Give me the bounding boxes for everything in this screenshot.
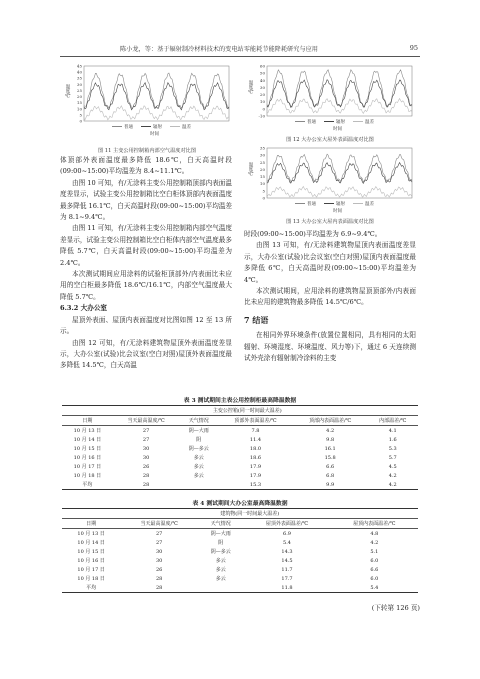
table-cell: 阴—多云 <box>188 446 209 452</box>
y-tick-label: 5 <box>262 188 265 194</box>
figure-13 <box>245 145 415 228</box>
paragraph: 由图 10 可知，有/无涂料主变公用控制箱顶部内表面温度差显示，试验主变公用控制箱比空白柜体顶部内表面温度最多降低 16.1℃，白天高温时段(09:00~15:00)平均温差为 8.1~9.4℃。 <box>60 178 232 222</box>
table-cell: 30 <box>156 557 163 564</box>
series-line <box>267 80 412 108</box>
table-3-caption: 表 3 测试期间主表公用控制柜最高降温数据 <box>183 398 297 404</box>
y-tick-label: 35 <box>259 145 265 151</box>
series-line <box>84 106 229 120</box>
table-cell: 阴—大雨 <box>188 428 209 434</box>
column-header: 日期 <box>62 416 113 426</box>
table-cell: 18.6 <box>249 454 262 461</box>
figure-11-xlabel: 时间 <box>150 132 159 137</box>
table-cell <box>179 480 218 490</box>
y-tick-label: 15 <box>76 100 82 106</box>
table-cell: 平均 <box>62 583 120 593</box>
table-cell: 28 <box>120 583 198 593</box>
table-row <box>62 462 418 471</box>
table-cell: 30 <box>156 548 163 555</box>
table-cell: 4.2 <box>326 427 335 434</box>
legend-item: 辐射 <box>324 119 345 125</box>
column-header: 顶部内表面温差/℃ <box>293 416 368 426</box>
table-cell: 30 <box>142 445 150 452</box>
paragraph: 屋顶外表面、屋顶内表面温度对比图如图 12 至 13 所示。 <box>60 315 232 336</box>
table-3-group-header: 主变公控箱(同一时间最大温差) <box>113 406 418 416</box>
legend-item: 温差 <box>170 124 191 130</box>
table-row <box>62 426 418 436</box>
legend-item: 普通 <box>295 201 316 207</box>
paragraph: 由图 11 可知，有/无涂料主变公用控制箱内部空气温度差显示，试验主变公用控制箱比空白柜体内部空气温度最多降低 5.7℃，白天高温时段(09:00~15:00)平均温差为 2.4℃。 <box>60 224 232 267</box>
table-cell: 27 <box>156 539 163 546</box>
table-row <box>62 435 418 444</box>
y-tick-label: 20 <box>76 94 82 100</box>
table-4-caption: 表 4 测试期间大办公室最高降温数据 <box>192 501 288 507</box>
y-tick-label: 30 <box>76 81 82 87</box>
paragraph: 本次测试期间，应用涂料的建筑物屋顶顶部外/内表面比未应用的建筑物最多降低 14.5℃/6℃。 <box>244 287 416 307</box>
table-cell: 28 <box>142 472 150 479</box>
table-row <box>62 529 418 539</box>
figure-13-xlabel: 时间 <box>333 209 342 214</box>
y-tick-label: 25 <box>76 87 82 93</box>
table-cell: 4.8 <box>370 530 379 537</box>
y-tick-label: 40 <box>259 77 265 83</box>
paragraph: 本次测试期间应用涂料的试验柜顶部外/内表面比未应用的空白柜最多降低 18.6℃/16.1℃，内部空气温度最大降低 5.7℃。 <box>60 270 232 301</box>
table-cell: 10 月 18 日 <box>73 473 102 479</box>
table-cell <box>198 583 243 593</box>
table-row <box>62 480 418 490</box>
section-heading: 7 结语 <box>244 314 269 325</box>
paragraph: 时段(09:00~15:00)平均温差为 6.9~9.4℃。 <box>244 230 382 238</box>
table-cell: 6.6 <box>370 566 379 573</box>
paragraph: 由图 12 可知，有/无涂料建筑物屋顶外表面温度差显示，大办公室(试验)比会议室(空白对照)屋顶外表面温度最多降低 14.5℃，白天高温 <box>60 338 232 370</box>
table-cell: 6.0 <box>370 575 379 582</box>
table-cell: 10 月 16 日 <box>77 558 105 564</box>
table-cell: 10 月 18 日 <box>77 576 105 582</box>
table-cell: 17.7 <box>281 575 293 582</box>
table-cell: 6.8 <box>326 472 335 479</box>
y-tick-label: 10 <box>259 99 265 105</box>
legend-item: 温差 <box>353 201 374 207</box>
table-cell: 11.8 <box>243 583 330 593</box>
table-cell: 26 <box>142 463 150 470</box>
y-tick-label: 0 <box>79 118 82 124</box>
table-cell: 5.4 <box>331 583 418 593</box>
table-cell: 1.6 <box>388 436 397 443</box>
legend-item: 辐射 <box>141 124 162 130</box>
table-cell: 10 月 15 日 <box>73 446 102 452</box>
table-cell: 10 月 14 日 <box>73 437 102 443</box>
y-tick-label: 25 <box>259 159 265 165</box>
figure-11-caption: 图 11 主变公用控制箱内部空气温度对比图 <box>97 148 197 154</box>
table-cell: 6.6 <box>326 463 335 470</box>
table-cell: 阴 <box>218 540 224 546</box>
y-tick-label: 30 <box>259 84 265 90</box>
table-cell: 18.0 <box>249 445 262 452</box>
y-tick-label: 30 <box>259 152 265 158</box>
figure-11-plot <box>62 63 232 124</box>
page-header <box>0 44 480 58</box>
table-row <box>62 565 418 574</box>
page-number: 95 <box>409 44 418 52</box>
table-cell: 15.3 <box>218 480 293 490</box>
table-cell: 27 <box>142 436 150 443</box>
table-cell: 27 <box>156 530 163 537</box>
table-cell: 17.9 <box>249 463 262 470</box>
y-tick-label: 20 <box>259 166 265 172</box>
y-tick-label: 10 <box>259 181 265 187</box>
table-cell: 14.5 <box>281 557 293 564</box>
table-3 <box>62 405 418 490</box>
column-header: 屋顶内表面温差/℃ <box>331 519 418 529</box>
figure-12-plot <box>245 63 415 124</box>
column-header: 顶部外表面温差/℃ <box>218 416 293 426</box>
y-tick-label: 20 <box>259 92 265 98</box>
table-cell: 多云 <box>193 473 204 479</box>
series-line <box>267 99 412 114</box>
figure-11-ylabel: 温度/℃ <box>65 84 70 100</box>
column-header: 当天最高温度/℃ <box>120 519 198 529</box>
table-cell: 15.8 <box>324 454 336 461</box>
table-cell: 10 月 15 日 <box>77 549 105 555</box>
figure-12-ylabel: 温度/℃ <box>248 80 253 96</box>
table-cell: 多云 <box>193 464 204 470</box>
running-title: 陈小龙，等：基于辐射制冷材料技术的变电站零能耗节能降耗研究与应用 <box>120 46 318 53</box>
table-cell: 17.9 <box>249 472 262 479</box>
table-cell: 5.1 <box>370 548 379 555</box>
table-cell: 多云 <box>215 558 226 564</box>
table-cell: 28 <box>113 480 180 490</box>
table-cell: 4.2 <box>367 480 418 490</box>
table-cell: 10 月 13 日 <box>77 531 105 537</box>
header-rule <box>60 56 420 57</box>
y-tick-label: 5 <box>79 112 82 118</box>
table-cell: 26 <box>156 566 163 573</box>
table-cell: 4.2 <box>370 539 379 546</box>
table-cell: 28 <box>156 575 163 582</box>
column-header: 当天最高温度/℃ <box>113 416 180 426</box>
table-cell: 10 月 13 日 <box>73 428 102 434</box>
table-cell: 10 月 16 日 <box>73 455 102 461</box>
legend-item: 温差 <box>353 119 374 125</box>
table-cell: 27 <box>142 427 150 434</box>
table-cell: 10 月 17 日 <box>73 464 102 470</box>
table-cell: 16.1 <box>324 445 336 452</box>
figure-13-plot <box>245 145 415 206</box>
figure-13-ylabel: 温度/℃ <box>248 162 253 178</box>
table-row <box>62 453 418 462</box>
y-tick-label: 45 <box>76 63 82 69</box>
y-tick-label: -10 <box>258 113 265 119</box>
column-header: 屋顶外表面温差/℃ <box>243 519 330 529</box>
table-cell: 5.7 <box>388 454 397 461</box>
table-cell: 11.7 <box>281 566 293 573</box>
left-column <box>60 155 232 372</box>
right-column <box>244 229 416 364</box>
paragraph: 由图 13 可知，有/无涂料建筑物屋顶内表面温度差显示，大办公室(试验)比会议室(空白对照)屋顶内表面温度最多降低 6℃，白天高温时段(09:00~15:00)平均温差为 4℃。 <box>244 241 416 284</box>
section-heading: 6.3.2 大办公室 <box>60 304 108 313</box>
table-row <box>62 538 418 547</box>
figure-12 <box>245 63 415 146</box>
y-tick-label: 60 <box>259 63 265 69</box>
table-row <box>62 547 418 556</box>
table-cell: 6.0 <box>370 557 379 564</box>
table-cell: 4.5 <box>388 463 397 470</box>
series-line <box>267 187 412 198</box>
paragraph: 在相同外界环境条件(放置位置相同，具有相同的太阳辐射、环境湿度、环境温度、风力等)下，通过 6 天连续测试外壳涂有辐射制冷涂料的主变 <box>244 331 416 363</box>
y-tick-label: 0 <box>262 195 265 201</box>
figure-12-legend <box>295 119 374 125</box>
figure-11 <box>62 63 232 146</box>
y-tick-label: 40 <box>76 69 82 75</box>
table-cell: 10 月 14 日 <box>77 540 105 546</box>
table-4-group-header: 建筑物(同一时间最大温差) <box>120 509 418 519</box>
figure-13-legend <box>295 201 374 207</box>
continued-note: (下转第 126 页) <box>371 604 420 612</box>
table-row <box>62 471 418 480</box>
series-line <box>84 73 229 109</box>
series-line <box>267 70 412 107</box>
legend-item: 辐射 <box>324 201 345 207</box>
table-row <box>62 574 418 583</box>
table-cell: 阴 <box>196 437 202 443</box>
table-cell: 9.9 <box>293 480 368 490</box>
column-header: 天气情况 <box>198 519 243 529</box>
y-tick-label: 35 <box>76 75 82 81</box>
y-tick-label: 50 <box>259 70 265 76</box>
table-row <box>62 583 418 593</box>
series-line <box>267 154 412 182</box>
table-cell: 7.8 <box>251 427 260 434</box>
table-cell: 多云 <box>215 576 226 582</box>
table-cell: 4.2 <box>388 472 397 479</box>
table-cell: 多云 <box>215 567 226 573</box>
table-cell: 阴—多云 <box>210 549 231 555</box>
figure-12-caption: 图 12 大办公室大屋外表面温度对比图 <box>286 137 374 143</box>
table-cell: 多云 <box>193 455 204 461</box>
table-cell: 阴—大雨 <box>210 531 231 537</box>
table-cell: 5.3 <box>388 445 397 452</box>
table-cell: 10 月 17 日 <box>77 567 105 573</box>
column-header: 内部温差/℃ <box>367 416 418 426</box>
figure-12-xlabel: 时间 <box>333 127 342 132</box>
legend-item: 普通 <box>295 119 316 125</box>
paragraph: 体顶部外表面温度最多降低 18.6℃，白天高温时段(09:00~15:00)平均温差为 8.4~11.1℃。 <box>60 156 232 176</box>
y-tick-label: 10 <box>76 106 82 112</box>
table-row <box>62 444 418 453</box>
table-row <box>62 556 418 565</box>
legend-item: 普通 <box>112 124 133 130</box>
table-cell: 4.1 <box>388 427 397 434</box>
y-tick-label: 0 <box>262 106 265 112</box>
table-cell: 30 <box>142 454 150 461</box>
table-cell: 6.9 <box>283 530 291 537</box>
series-line <box>84 83 229 110</box>
table-cell: 11.4 <box>249 436 262 443</box>
column-header: 天气情况 <box>179 416 218 426</box>
figure-11-legend <box>112 124 191 130</box>
table-cell: 平均 <box>62 480 113 490</box>
figure-13-caption: 图 13 大办公室大屋内表面温度对比图 <box>286 219 374 225</box>
y-tick-label: 15 <box>259 174 265 180</box>
table-cell: 5.4 <box>283 539 291 546</box>
column-header: 日期 <box>62 519 120 529</box>
table-4 <box>62 508 418 593</box>
table-cell: 9.8 <box>326 436 335 443</box>
table-cell: 14.3 <box>281 548 293 555</box>
